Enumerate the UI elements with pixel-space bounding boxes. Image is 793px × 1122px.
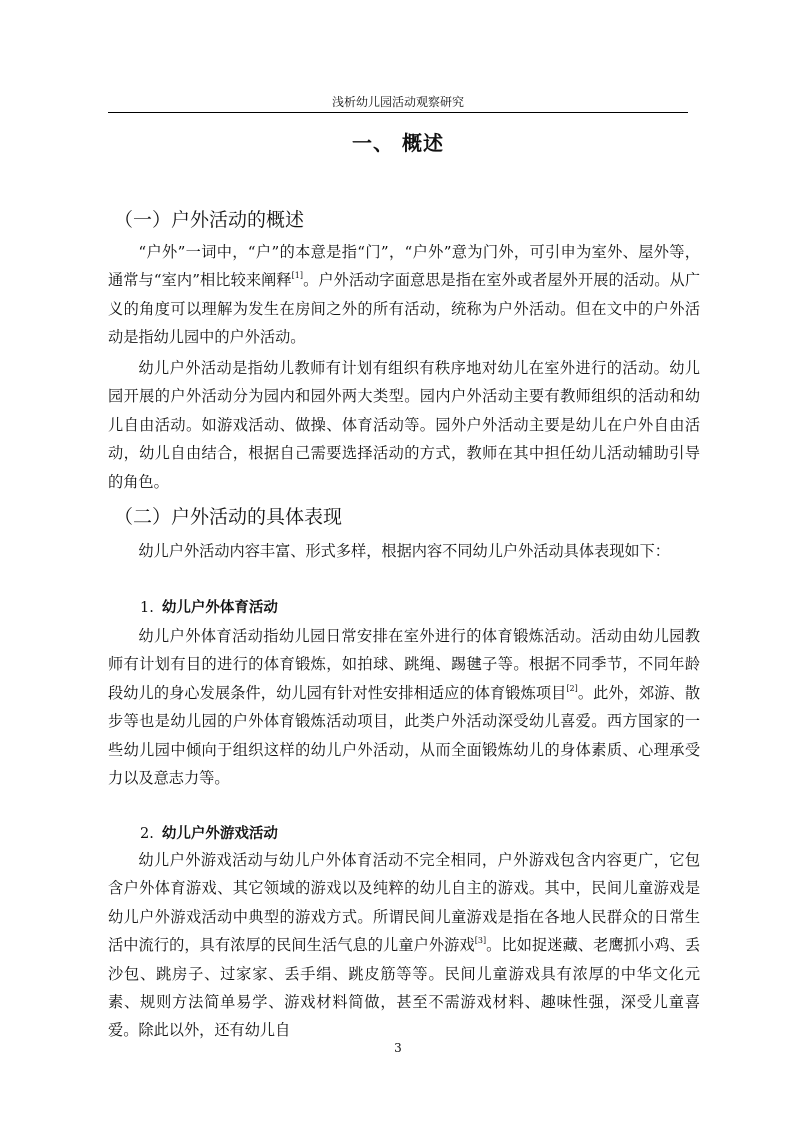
page-number: 3 — [394, 1041, 402, 1055]
running-header: 浅析幼儿园活动观察研究 — [331, 95, 464, 109]
subheading-1-title: 幼儿户外体育活动 — [161, 600, 278, 616]
subheading-2 — [140, 822, 278, 846]
chapter-title: 一、 概述 — [352, 131, 444, 155]
paragraph-4-text-b: 。比如捉迷藏、老鹰抓小鸡、丢沙包、跳房子、过家家、丢手绢、跳皮筋等等。民间儿童游戏具有浓厚的中华文化元素、规则方法简单易学、游戏材料简做，甚至不需游戏材料、趣味性强，深受儿童喜爱。除此以外，还有幼儿自 — [108, 936, 701, 1040]
paragraph-2: 幼儿户外活动是指幼儿教师有计划有组织有秩序地对幼儿在室外进行的活动。幼儿园开展的户外活动分为园内和园外两大类型。园内户外活动主要有教师组织的活动和幼儿自由活动。如游戏活动、做操、体育活动等。园外户外活动主要是幼儿在户外自由活动，幼儿自由结合，根据自己需要选择活动的方式，教师在其中担任幼儿活动辅助引导的角色。 — [108, 359, 700, 491]
paragraph-1-text-a: “户外”一词中，“户”的本意是指“门”，“户外”意为门外，可引申为室外、屋外等，通常与“室内”相比较来阐释 — [108, 243, 700, 290]
citation-1: [1] — [291, 271, 303, 281]
subheading-2-title: 幼儿户外游戏活动 — [161, 826, 278, 842]
subheading-2-number: 2. — [140, 826, 154, 842]
citation-2: [2] — [566, 683, 578, 693]
paragraph-3-text-b: 。此外，郊游、散步等也是幼儿园的户外体育锻炼活动项目，此类户外活动深受幼儿喜爱。西方国家的一些幼儿园中倾向于组织这样的幼儿户外活动，从而全面锻炼幼儿的身体素质、心理承受力以及意志力等。 — [108, 683, 701, 788]
citation-3: [3] — [474, 936, 487, 946]
paragraph-3 — [108, 622, 700, 792]
paragraph-1-text-b: 。户外活动字面意思是指在室外或者屋外开展的活动。从广义的角度可以理解为发生在房间之外的所有活动，统称为户外活动。但在文中的户外活动是指幼儿园中的户外活动。 — [108, 271, 701, 347]
paragraph-4 — [108, 846, 700, 1045]
paragraph-intro: 幼儿户外活动内容丰富、形式多样，根据内容不同幼儿户外活动具体表现如下： — [138, 542, 670, 560]
paragraph-1 — [108, 238, 700, 352]
header-rule — [108, 112, 688, 113]
paragraph-3-text-a: 幼儿户外体育活动指幼儿园日常安排在室外进行的体育锻炼活动。活动由幼儿园教师有计划有目的进行的体育锻炼，如拍球、跳绳、踢毽子等。根据不同季节，不同年龄段幼儿的身心发展条件，幼儿园有针对性安排相适应的体育锻炼项目 — [108, 627, 700, 702]
section-heading-2: （二）户外活动的具体表现 — [114, 506, 343, 528]
subheading-1 — [140, 596, 278, 620]
section-heading-1: （一）户外活动的概述 — [114, 209, 305, 231]
subheading-1-number: 1. — [140, 600, 154, 616]
paragraph-4-text-a: 幼儿户外游戏活动与幼儿户外体育活动不完全相同，户外游戏包含内容更广，它包含户外体育游戏、其它领域的游戏以及纯粹的幼儿自主的游戏。其中，民间儿童游戏是幼儿户外游戏活动中典型的游戏方式。所谓民间儿童游戏是指在各地人民群众的日常生活中流行的，具有浓厚的民间生活气息的儿童户外游戏 — [108, 851, 700, 955]
